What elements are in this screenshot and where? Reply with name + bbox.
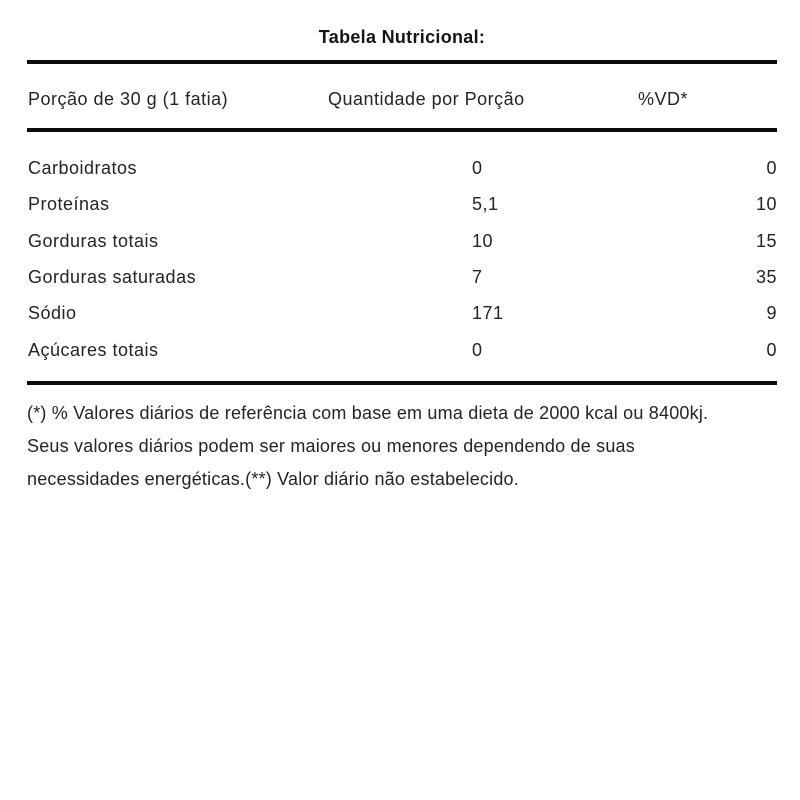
nutrient-quantity: 171 [472,303,504,323]
nutrient-name: Gorduras saturadas [28,267,197,287]
table-row [27,339,777,361]
nutrient-quantity: 7 [472,267,483,287]
nutrient-daily-value: 0 [766,158,777,178]
top-rule [27,60,777,64]
quantity-per-serving-label: Quantidade por Porção [328,89,525,109]
nutrient-name: Sódio [28,303,77,323]
footnote-line: (*) % Valores diários de referência com base em uma dieta de 2000 kcal ou 8400kj. [27,403,709,423]
nutrient-daily-value: 15 [755,231,777,251]
nutrient-daily-value: 35 [755,267,777,287]
footnote-line: necessidades energéticas.(**) Valor diário não estabelecido. [27,469,519,489]
serving-size-label: Porção de 30 g (1 fatia) [28,89,229,109]
nutrient-daily-value: 0 [766,340,777,360]
nutrient-daily-value: 10 [755,194,777,214]
nutrient-name: Açúcares totais [28,340,159,360]
nutrient-quantity: 0 [472,340,483,360]
nutrient-quantity: 0 [472,158,483,178]
table-row [27,193,777,215]
nutrient-quantity: 5,1 [472,194,499,214]
nutrient-daily-value: 9 [766,303,777,323]
daily-value-label: %VD* [638,89,689,109]
header-rule [27,128,777,132]
table-row [27,266,777,288]
table-header-row [27,88,777,110]
nutrient-name: Gorduras totais [28,231,159,251]
nutrient-name: Proteínas [28,194,110,214]
table-title: Tabela Nutricional: [318,27,486,47]
bottom-rule [27,381,777,385]
nutrient-quantity: 10 [472,231,494,251]
table-row [27,157,777,179]
nutrient-name: Carboidratos [28,158,138,178]
daily-value-footnote [27,397,787,496]
footnote-line: Seus valores diários podem ser maiores ou menores dependendo de suas [27,436,635,456]
table-row [27,230,777,252]
table-row [27,302,777,324]
